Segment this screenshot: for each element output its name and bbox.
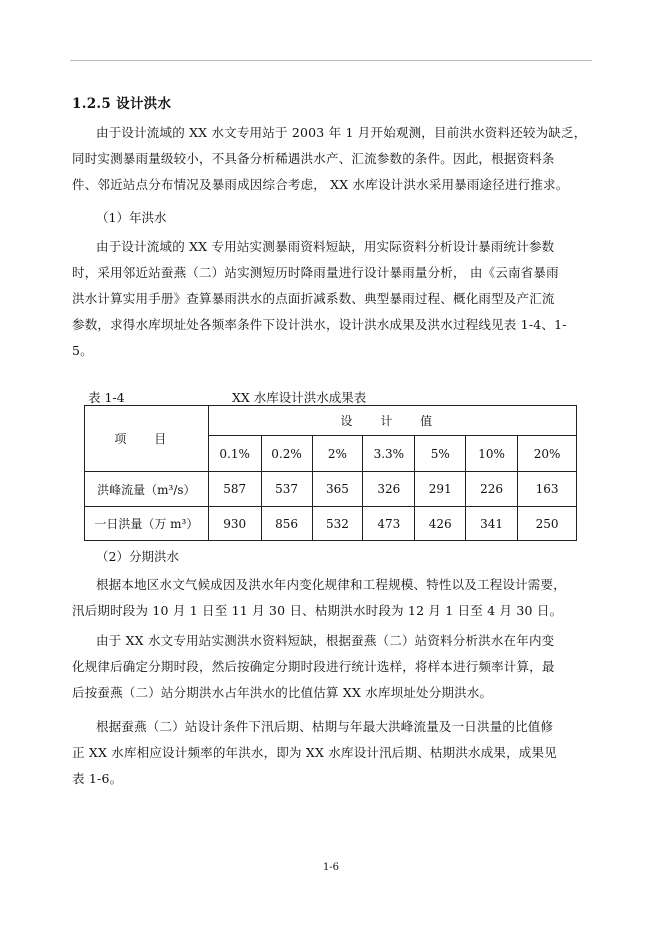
frequency-cell: 0.1% xyxy=(208,436,261,472)
subheading-seasonal-flood: （2）分期洪水 xyxy=(96,549,179,564)
paragraph-annual-flood xyxy=(72,234,592,364)
table-row-peak-flow xyxy=(85,472,577,507)
text-line: 件、邻近站点分布情况及暴雨成因综合考虑， XX 水库设计洪水采用暴雨途径进行推求。 xyxy=(72,177,569,192)
text-line: 后按蚕燕（二）站分期洪水占年洪水的比值估算 XX 水库坝址处分期洪水。 xyxy=(72,685,493,700)
value-cell: 226 xyxy=(466,472,518,507)
frequency-cell: 10% xyxy=(466,436,518,472)
value-cell: 163 xyxy=(518,472,577,507)
value-cell: 856 xyxy=(261,507,312,541)
paragraph-design-flood-intro xyxy=(72,120,592,198)
text-line: 5。 xyxy=(72,343,93,358)
table-number: 表 1-4 xyxy=(88,390,125,405)
design-value-header-cell xyxy=(208,406,576,436)
subheading-annual-flood: （1）年洪水 xyxy=(96,210,167,225)
paragraph-seasonal-results xyxy=(72,714,592,792)
value-cell: 930 xyxy=(208,507,261,541)
item-header: 项 目 xyxy=(114,432,179,446)
value-cell: 250 xyxy=(518,507,577,541)
value-cell: 426 xyxy=(415,507,466,541)
design-flood-table xyxy=(84,405,577,541)
value-cell: 537 xyxy=(261,472,312,507)
row-label: 洪峰流量（m³/s） xyxy=(85,472,209,507)
frequency-cell: 0.2% xyxy=(261,436,312,472)
paragraph-seasonal-method xyxy=(72,628,592,706)
frequency-cell: 3.3% xyxy=(363,436,415,472)
value-cell: 473 xyxy=(363,507,415,541)
table-row-daily-volume xyxy=(85,507,577,541)
text-line: 洪水计算实用手册》查算暴雨洪水的点面折减系数、典型暴雨过程、概化雨型及产汇流 xyxy=(72,291,555,306)
text-line: 同时实测暴雨量级较小，不具备分析稀遇洪水产、汇流参数的条件。因此，根据资料条 xyxy=(72,151,555,166)
text-line: 由于 XX 水文专用站实测洪水资料短缺，根据蚕燕（二）站资料分析洪水在年内变 xyxy=(96,633,555,648)
frequency-cell: 20% xyxy=(518,436,577,472)
value-cell: 326 xyxy=(363,472,415,507)
text-line: 化规律后确定分期时段，然后按确定分期时段进行统计选样，将样本进行频率计算，最 xyxy=(72,659,555,674)
value-cell: 291 xyxy=(415,472,466,507)
text-line: 根据本地区水文气候成因及洪水年内变化规律和工程规模、特性以及工程设计需要， xyxy=(96,577,566,592)
design-value-header: 设 计 值 xyxy=(340,414,445,428)
text-line: 由于设计流域的 XX 专用站实测暴雨资料短缺，用实际资料分析设计暴雨统计参数 xyxy=(96,239,555,254)
text-line: 根据蚕燕（二）站设计条件下汛后期、枯期与年最大洪峰流量及一日洪量的比值修 xyxy=(96,719,554,734)
section-heading: 1.2.5 设计洪水 xyxy=(72,96,172,112)
value-cell: 532 xyxy=(312,507,363,541)
text-line: 汛后期时段为 10 月 1 日至 11 月 30 日、枯期洪水时段为 12 月 1 日至 4 月 30 日。 xyxy=(72,603,563,618)
frequency-cell: 2% xyxy=(312,436,363,472)
text-line: 表 1-6。 xyxy=(72,771,123,786)
page-number: 1-6 xyxy=(322,862,340,873)
paragraph-seasonal-periods xyxy=(72,572,592,624)
header-rule xyxy=(70,60,592,61)
value-cell: 365 xyxy=(312,472,363,507)
text-line: 正 XX 水库相应设计频率的年洪水，即为 XX 水库设计汛后期、枯期洪水成果，成果见 xyxy=(72,745,557,760)
text-line: 由于设计流域的 XX 水文专用站于 2003 年 1 月开始观测，目前洪水资料还较为缺乏， xyxy=(96,125,587,140)
frequency-cell: 5% xyxy=(415,436,466,472)
item-header-cell xyxy=(85,406,209,472)
row-label: 一日洪量（万 m³） xyxy=(85,507,209,541)
text-line: 参数，求得水库坝址处各频率条件下设计洪水，设计洪水成果及洪水过程线见表 1-4、1- xyxy=(72,317,567,332)
value-cell: 341 xyxy=(466,507,518,541)
value-cell: 587 xyxy=(208,472,261,507)
table-title: XX 水库设计洪水成果表 xyxy=(232,390,367,405)
text-line: 时，采用邻近站蚕燕（二）站实测短历时降雨量进行设计暴雨量分析， 由《云南省暴雨 xyxy=(72,265,559,280)
